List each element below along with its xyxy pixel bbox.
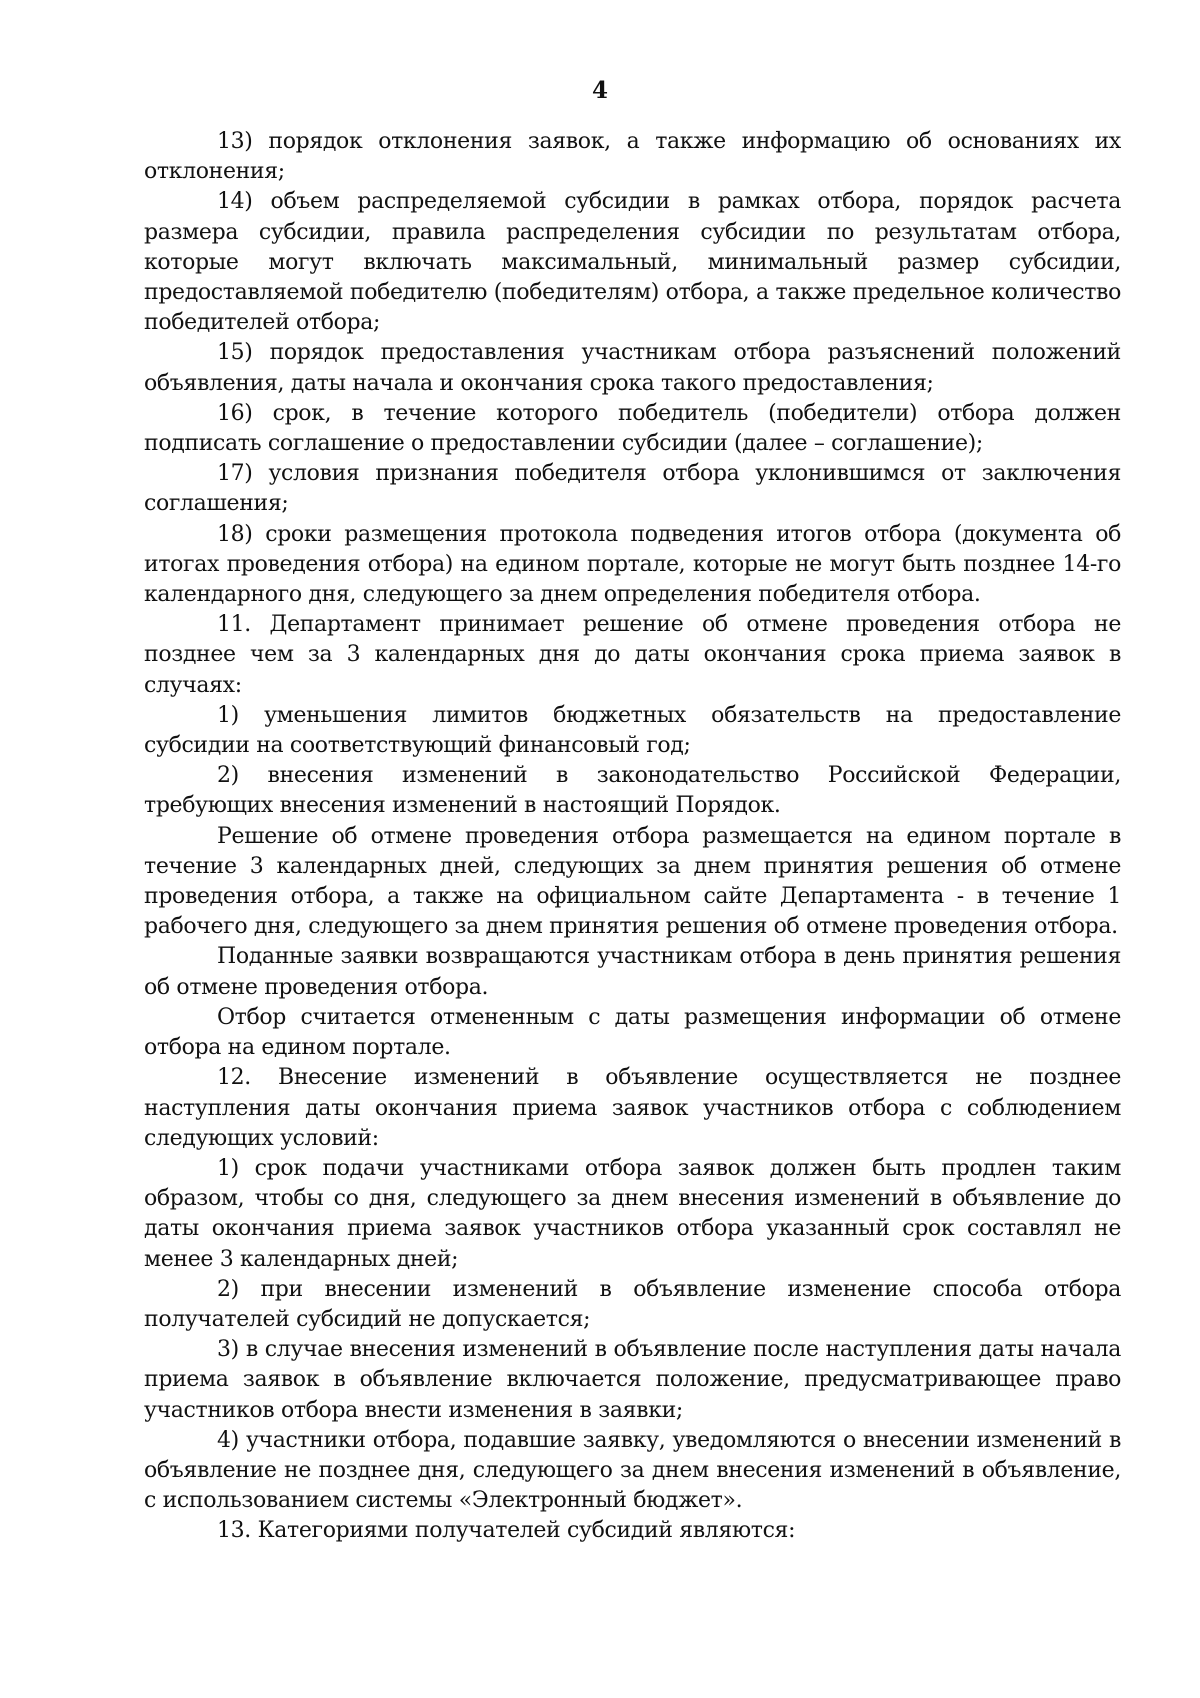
paragraph-18-protocol-terms: 18) сроки размещения протокола подведения итогов отбора (документа об итогах проведения отбора) на едином портале, которые не могут быть позднее 14-го календарного дня, следующего за днем определения победителя отбора. [144, 521, 1121, 608]
section-11-item-2: 2) внесения изменений в законодательство Российской Федерации, требующих внесения изменений в настоящий Порядок. [144, 763, 1121, 819]
applications-return: Поданные заявки возвращаются участникам отбора в день принятия решения об отмене проведения отбора. [144, 944, 1121, 1000]
paragraph-16-agreement-term: 16) срок, в течение которого победитель (победители) отбора должен подписать соглашение о предоставлении субсидии (далее – соглашение); [144, 400, 1121, 457]
section-11-cancellation: 11. Департамент принимает решение об отмене проведения отбора не позднее чем за 3 календарных дня до даты окончания срока приема заявок в случаях: [144, 612, 1121, 698]
page-number: 4 [591, 77, 608, 104]
section-13-recipient-categories: 13. Категориями получателей субсидий являются: [217, 1518, 796, 1544]
document-body [144, 127, 1121, 1547]
paragraph-15-clarifications: 15) порядок предоставления участникам отбора разъяснений положений объявления, даты начала и окончания срока такого предоставления; [144, 340, 1121, 396]
paragraph-14-subsidy-volume: 14) объем распределяемой субсидии в рамках отбора, порядок расчета размера субсидии, правила распределения субсидии по результатам отбора, которые могут включать максимальный, минимальный размер субсидии, предоставляемой победителю (победителям) отбора, а также предельное количество победителей отбора; [144, 189, 1121, 336]
section-12-item-3: 3) в случае внесения изменений в объявление после наступления даты начала приема заявок в объявление включается положение, предусматривающее право участников отбора внести изменения в заявки; [144, 1337, 1121, 1423]
paragraph-13-rejection-procedure: 13) порядок отклонения заявок, а также информацию об основаниях их отклонения; [144, 129, 1121, 185]
section-12-announcement-changes: 12. Внесение изменений в объявление осуществляется не позднее наступления даты окончания приема заявок участников отбора с соблюдением следующих условий: [144, 1065, 1121, 1151]
section-11-item-1: 1) уменьшения лимитов бюджетных обязательств на предоставление субсидии на соответствующий финансовый год; [144, 702, 1121, 759]
paragraph-17-evasion-conditions: 17) условия признания победителя отбора уклонившимся от заключения соглашения; [144, 461, 1121, 517]
cancellation-publication: Решение об отмене проведения отбора размещается на едином портале в течение 3 календарных дней, следующих за днем принятия решения об отмене проведения отбора, а также на официальном сайте Департамента - в течение 1 рабочего дня, следующего за днем принятия решения об отмене проведения отбора. [144, 823, 1121, 940]
selection-cancelled-date: Отбор считается отмененным с даты размещения информации об отмене отбора на едином портале. [144, 1004, 1121, 1061]
section-12-item-4: 4) участники отбора, подавшие заявку, уведомляются о внесении изменений в объявление не позднее дня, следующего за днем внесения изменений в объявление, с использованием системы «Электронный бюджет». [144, 1427, 1121, 1514]
section-12-item-1: 1) срок подачи участниками отбора заявок должен быть продлен таким образом, чтобы со дня, следующего за днем внесения изменений в объявление до даты окончания приема заявок участников отбора указанный срок составлял не менее 3 календарных дней; [144, 1155, 1121, 1272]
section-12-item-2: 2) при внесении изменений в объявление изменение способа отбора получателей субсидий не допускается; [144, 1276, 1121, 1332]
